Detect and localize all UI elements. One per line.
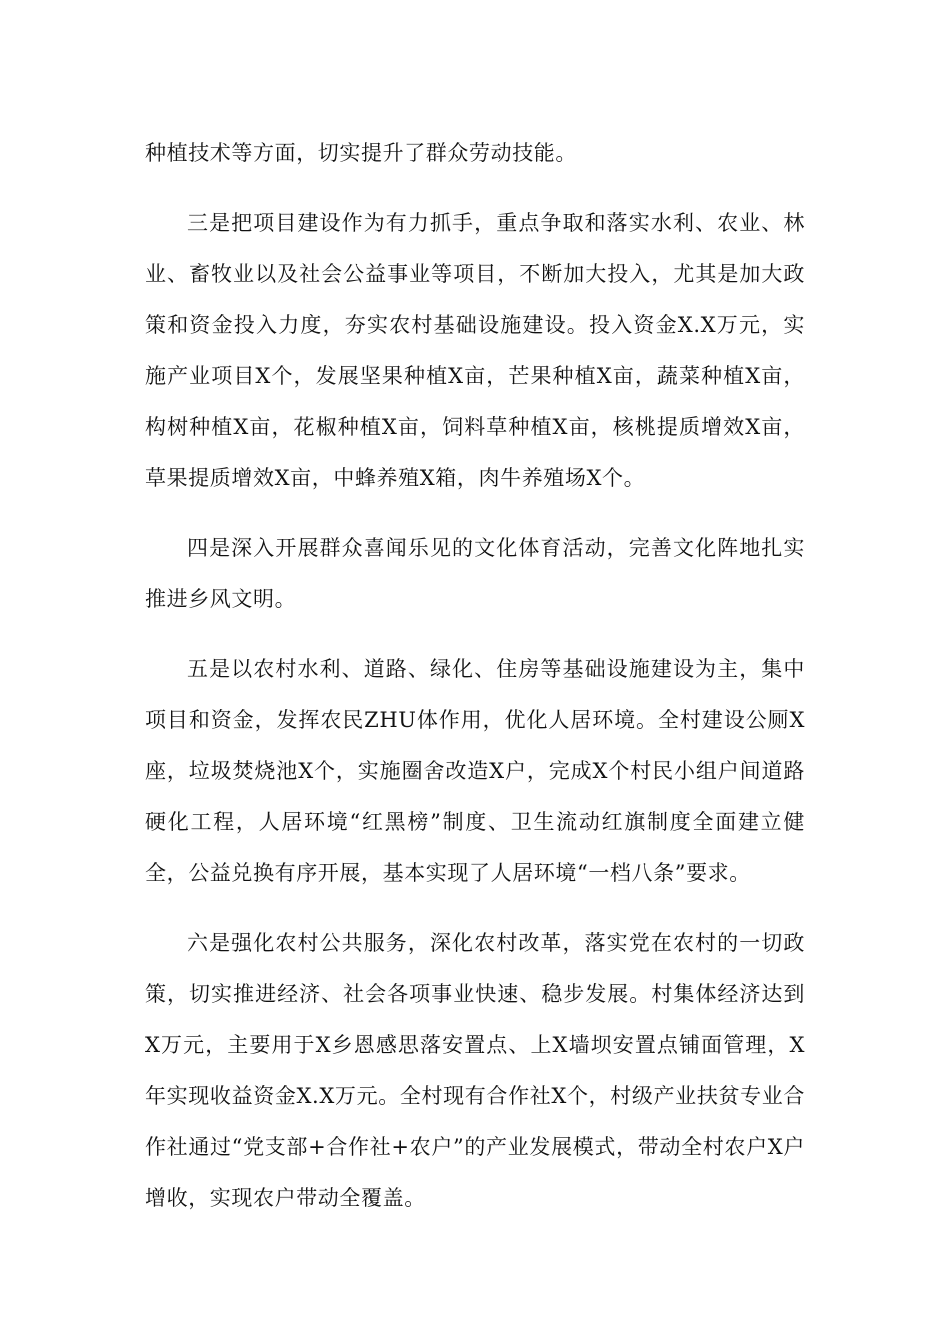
paragraph-continuation: 种植技术等方面，切实提升了群众劳动技能。	[145, 141, 577, 165]
document-body	[145, 128, 805, 1243]
paragraph-infrastructure: 五是以农村水利、道路、绿化、住房等基础设施建设为主，集中项目和资金，发挥农民ZHU体作用，优化人居环境。全村建设公厕X座，垃圾焚烧池X个，实施圈舍改造X户，完成X个村民小组户间道路硬化工程，人居环境“红黑榜”制度、卫生流动红旗制度全面建立健全，公益兑换有序开展，基本实现了人居环境“一档八条”要求。	[145, 657, 805, 885]
paragraph-public-services: 六是强化农村公共服务，深化农村改革，落实党在农村的一切政策，切实推进经济、社会各项事业快速、稳步发展。村集体经济达到X万元，主要用于X乡恩感思落安置点、上X墙坝安置点铺面管理，X年实现收益资金X.X万元。全村现有合作社X个，村级产业扶贫专业合作社通过“党支部+合作社+农户”的产业发展模式，带动全村农户X户增收，实现农户带动全覆盖。	[145, 931, 805, 1210]
paragraph-cultural-activities: 四是深入开展群众喜闻乐见的文化体育活动，完善文化阵地扎实推进乡风文明。	[145, 536, 805, 611]
paragraph-project-construction: 三是把项目建设作为有力抓手，重点争取和落实水利、农业、林业、畜牧业以及社会公益事业等项目，不断加大投入，尤其是加大政策和资金投入力度，夯实农村基础设施建设。投入资金X.X万元，实施产业项目X个，发展坚果种植X亩，芒果种植X亩，蔬菜种植X亩，构树种植X亩，花椒种植X亩，饲料草种植X亩，核桃提质增效X亩，草果提质增效X亩，中蜂养殖X箱，肉牛养殖场X个。	[145, 211, 805, 490]
